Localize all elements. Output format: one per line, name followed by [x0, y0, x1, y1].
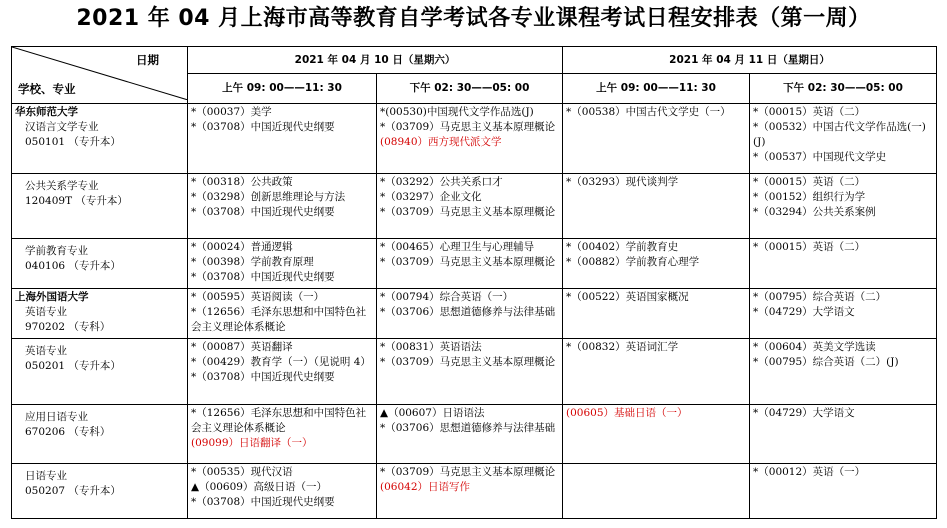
course-item: *（00794）综合英语（一） — [380, 291, 514, 303]
course-item: *（00152）组织行为学 — [753, 191, 866, 203]
course-item: *（00831）英语语法 — [380, 341, 482, 353]
course-item: *（00604）英美文学选读 — [753, 341, 876, 353]
course-item: *（03708）中国近现代史纲要 — [191, 206, 335, 218]
course-item: *（03708）中国近现代史纲要 — [191, 121, 335, 133]
table-row — [12, 174, 937, 239]
course-item: *（03709）马克思主义基本原理概论 — [380, 256, 556, 268]
major-code: 050201 （专升本） — [25, 360, 121, 372]
time-header-4: 下午 02: 30——05: 00 — [750, 74, 937, 104]
major-cell — [12, 464, 188, 519]
table-row — [12, 339, 937, 405]
course-item: ▲（00609）高级日语（一） — [191, 481, 327, 493]
exam-cell — [750, 174, 937, 239]
course-item: *（03708）中国近现代史纲要 — [191, 271, 335, 283]
major-cell — [12, 289, 188, 339]
table-row — [12, 239, 937, 289]
time-header-2: 下午 02: 30——05: 00 — [377, 74, 563, 104]
course-item: *（00535）现代汉语 — [191, 466, 293, 478]
university-name: 上海外国语大学 — [15, 291, 89, 303]
exam-cell — [563, 289, 750, 339]
exam-cell — [188, 104, 377, 174]
major-name: 日语专业 — [25, 470, 67, 482]
course-item: *（00012）英语（一） — [753, 466, 866, 478]
exam-cell — [188, 339, 377, 405]
page-title: 2021 年 04 月上海市高等教育自学考试各专业课程考试日程安排表（第一周） — [76, 6, 871, 31]
major-code: 050101 （专升本） — [25, 136, 121, 148]
course-item: *（00402）学前教育史 — [566, 241, 679, 253]
course-item: *（00595）英语阅读（一） — [191, 291, 325, 303]
date-label: 日期 — [136, 53, 159, 67]
course-item: *（03709）马克思主义基本原理概论 — [380, 121, 556, 133]
schedule-table — [11, 46, 937, 519]
exam-cell — [188, 464, 377, 519]
course-item: *（00795）综合英语（二） — [753, 291, 887, 303]
course-item: *（03292）公共关系口才 — [380, 176, 503, 188]
exam-cell — [377, 104, 563, 174]
exam-cell — [377, 339, 563, 405]
header-corner — [12, 47, 188, 104]
course-item: *（00087）英语翻译 — [191, 341, 293, 353]
exam-cell — [377, 174, 563, 239]
course-item: *（04729）大学语文 — [753, 306, 855, 318]
exam-cell — [563, 174, 750, 239]
course-item: *（00465）心理卫生与心理辅导 — [380, 241, 535, 253]
course-item: (00605）基础日语（一） — [566, 407, 688, 419]
exam-cell — [563, 239, 750, 289]
course-item: *（03706）思想道德修养与法律基础 — [380, 306, 556, 318]
major-name: 汉语言文学专业 — [25, 121, 99, 133]
major-code: 670206 （专科） — [25, 426, 111, 438]
exam-cell — [750, 104, 937, 174]
major-cell — [12, 339, 188, 405]
course-item: *（03294）公共关系案例 — [753, 206, 876, 218]
exam-cell — [188, 289, 377, 339]
exam-cell — [563, 464, 750, 519]
course-item: *（00318）公共政策 — [191, 176, 293, 188]
time-header-3: 上午 09: 00——11: 30 — [563, 74, 750, 104]
course-item: *（00015）英语（二） — [753, 176, 866, 188]
school-label: 学校、专业 — [18, 82, 76, 96]
major-code: 050207 （专升本） — [25, 485, 121, 497]
course-item: (08940）西方现代派文学 — [380, 136, 502, 148]
major-cell — [12, 405, 188, 464]
major-cell — [12, 104, 188, 174]
course-item: *（03709）马克思主义基本原理概论 — [380, 356, 556, 368]
course-item: *（00832）英语词汇学 — [566, 341, 679, 353]
exam-cell — [377, 464, 563, 519]
exam-cell — [188, 405, 377, 464]
major-name: 公共关系学专业 — [25, 180, 99, 192]
exam-cell — [750, 289, 937, 339]
table-row — [12, 289, 937, 339]
course-item: *（03298）创新思维理论与方法 — [191, 191, 346, 203]
major-code: 120409T （专升本） — [25, 195, 128, 207]
table-row — [12, 464, 937, 519]
course-item: *（00882）学前教育心理学 — [566, 256, 700, 268]
exam-cell — [563, 405, 750, 464]
major-cell — [12, 174, 188, 239]
exam-cell — [188, 239, 377, 289]
course-item: *（03708）中国近现代史纲要 — [191, 496, 335, 508]
course-item: *（03708）中国近现代史纲要 — [191, 371, 335, 383]
course-item: *（00037）美学 — [191, 106, 272, 118]
course-item: (09099）日语翻译（一） — [191, 437, 313, 449]
major-name: 英语专业 — [25, 306, 67, 318]
course-item: (06042）日语写作 — [380, 481, 470, 493]
university-name: 华东师范大学 — [15, 106, 78, 118]
major-code: 970202 （专科） — [25, 321, 111, 333]
day-header-1: 2021 年 04 月 10 日（星期六） — [188, 47, 563, 74]
course-item: *（03293）现代谈判学 — [566, 176, 679, 188]
course-item: *（00537）中国现代文学史 — [753, 151, 887, 163]
course-item: *（00015）英语（二） — [753, 241, 866, 253]
exam-cell — [750, 239, 937, 289]
course-item: *（00795）综合英语（二）(J) — [753, 356, 899, 368]
major-name: 学前教育专业 — [25, 245, 88, 257]
major-name: 英语专业 — [25, 345, 67, 357]
course-item: *（00398）学前教育原理 — [191, 256, 314, 268]
exam-cell — [750, 339, 937, 405]
exam-cell — [563, 339, 750, 405]
major-name: 应用日语专业 — [25, 411, 88, 423]
exam-cell — [750, 464, 937, 519]
table-row — [12, 405, 937, 464]
table-row — [12, 104, 937, 174]
exam-cell — [377, 239, 563, 289]
course-item: *（00538）中国古代文学史（一） — [566, 106, 731, 118]
major-code: 040106 （专升本） — [25, 260, 121, 272]
course-item: *（00015）英语（二） — [753, 106, 866, 118]
exam-cell — [188, 174, 377, 239]
course-item: *（03709）马克思主义基本原理概论 — [380, 466, 556, 478]
exam-cell — [377, 405, 563, 464]
day-header-2: 2021 年 04 月 11 日（星期日） — [563, 47, 937, 74]
exam-cell — [377, 289, 563, 339]
exam-cell — [750, 405, 937, 464]
major-cell — [12, 239, 188, 289]
course-item: *（03709）马克思主义基本原理概论 — [380, 206, 556, 218]
course-item: ▲（00607）日语语法 — [380, 407, 485, 419]
course-item: *（03297）企业文化 — [380, 191, 482, 203]
course-item: *（00522）英语国家概况 — [566, 291, 689, 303]
course-item: *（00429）教育学（一）（见说明 4） — [191, 356, 371, 368]
time-header-1: 上午 09: 00——11: 30 — [188, 74, 377, 104]
course-item: *（03706）思想道德修养与法律基础 — [380, 422, 556, 434]
course-item: *(00530)中国现代文学作品选(J) — [380, 106, 534, 118]
course-item: *（00532）中国古代文学作品选(一)(J) — [753, 121, 926, 148]
exam-cell — [563, 104, 750, 174]
course-item: *（00024）普通逻辑 — [191, 241, 293, 253]
course-item: *（12656）毛泽东思想和中国特色社会主义理论体系概论 — [191, 306, 367, 333]
course-item: *（12656）毛泽东思想和中国特色社会主义理论体系概论 — [191, 407, 367, 434]
course-item: *（04729）大学语文 — [753, 407, 855, 419]
